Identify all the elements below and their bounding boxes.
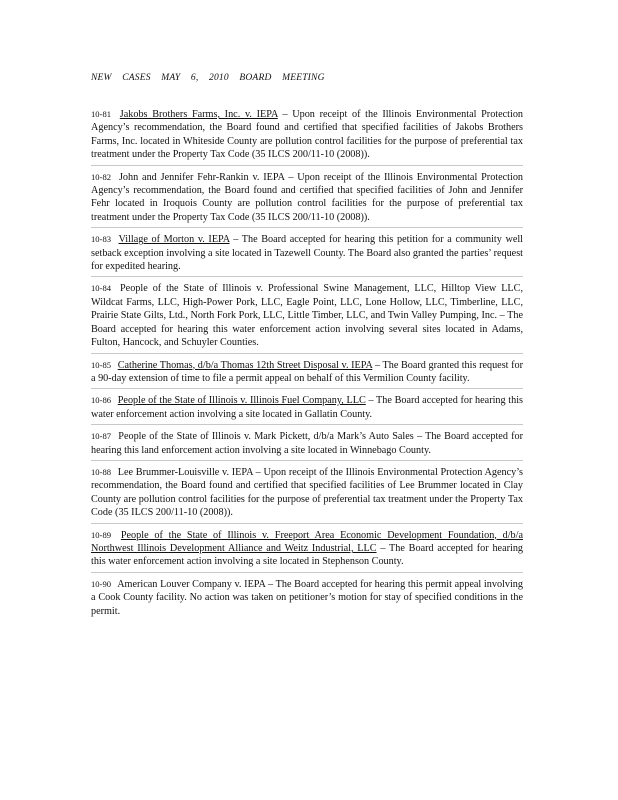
case-body: – The Board granted this request for a 90-day extension of time to file a permit appeal on behalf of this Vermilion County facility.	[91, 359, 524, 384]
case-title: People of the State of Illinois v. Mark Pickett, d/b/a Mark’s Auto Sales	[118, 431, 414, 443]
case-entry	[91, 430, 523, 461]
case-body: – The Board accepted for hearing this petition for a community well setback exception involving a site located in Tazewell County. The Board also granted the parties’ request for expedited hearing.	[91, 234, 524, 273]
case-body: – Upon receipt of the Illinois Environmental Protection Agency’s recommendation, the Board found and certified that specified facilities of Jakobs Brothers Farms, Inc. located in Whiteside County are pollution control facilities for the purpose of preferential tax treatment under the Property Tax Code (35 ILCS 200/11-10 (2008)).	[91, 109, 524, 161]
case-number: 10-83	[91, 234, 112, 245]
page-header: NEW CASES MAY 6, 2010 BOARD MEETING	[91, 73, 325, 83]
case-number: 10-81	[91, 109, 112, 119]
case-number: 10-84	[91, 283, 112, 294]
case-body: – The Board accepted for hearing this permit appeal involving a Cook County facility. No action was taken on petitioner’s motion for stay of specified conditions in the permit.	[91, 578, 523, 617]
case-body: – The Board accepted for hearing this water enforcement action involving several sites located in Adams, Fulton, Hancock, and Schuyler Counties.	[91, 310, 523, 349]
case-title: People of the State of Illinois v. Illinois Fuel Company, LLC	[117, 395, 366, 407]
case-body: – The Board accepted for hearing this land enforcement action involving a site located in Winnebago County.	[91, 431, 524, 456]
case-title: People of the State of Illinois v. Professional Swine Management, LLC, Hilltop View LLC, Wildcat Farms, LLC, High-Power Pork, LLC, Eagle Point, LLC, Lone Hollow, LLC, Timberline, LLC, Prairie State Gilts, Ltd., North Fork Pork, LLC, Little Timber, LLC, and Twin Valley Pumping, Inc.	[91, 283, 523, 322]
case-entry	[91, 394, 523, 425]
case-entry	[91, 233, 523, 277]
case-title: Jakobs Brothers Farms, Inc. v. IEPA	[119, 109, 278, 120]
case-title: American Louver Company v. IEPA	[117, 578, 266, 590]
case-number: 10-87	[91, 431, 112, 442]
case-title: People of the State of Illinois v. Freeport Area Economic Development Foundation, d/b/a Northwest Illinois Development Alliance and Weitz Industrial, LLC	[91, 529, 523, 554]
case-list	[91, 108, 523, 626]
case-body: – Upon receipt of the Illinois Environmental Protection Agency’s recommendation, the Board found and certified that specified facilities of John and Jennifer Fehr located in Iroquois County are pollution control facilities for the purpose of preferential tax treatment under the Property Tax Code (35 ILCS 200/11-10 (2008)).	[91, 171, 524, 223]
case-entry	[91, 108, 523, 166]
case-number: 10-89	[91, 529, 112, 540]
case-entry	[91, 359, 523, 390]
case-entry	[91, 578, 523, 621]
case-title: Catherine Thomas, d/b/a Thomas 12th Street Disposal v. IEPA	[117, 359, 373, 371]
case-body: – The Board accepted for hearing this water enforcement action involving a site located in Gallatin County.	[91, 395, 524, 420]
case-entry	[91, 466, 523, 524]
case-title: Lee Brummer-Louisville v. IEPA	[117, 466, 253, 478]
case-number: 10-82	[91, 171, 112, 182]
case-number: 10-90	[91, 578, 112, 589]
case-entry	[91, 171, 523, 229]
case-entry	[91, 282, 523, 353]
case-entry	[91, 529, 523, 573]
case-number: 10-85	[91, 359, 112, 370]
case-body: – Upon receipt of the Illinois Environmental Protection Agency’s recommendation, the Board found and certified that specified facilities of Lee Brummer located in Clay County are pollution control facilities for the purpose of preferential tax treatment under the Property Tax Code (35 ILCS 200/11-10 (2008)).	[91, 466, 524, 519]
case-body: – The Board accepted for hearing this water enforcement action involving a site located in Stephenson County.	[91, 542, 524, 568]
case-title: John and Jennifer Fehr-Rankin v. IEPA	[118, 171, 285, 183]
case-number: 10-88	[91, 466, 112, 477]
case-number: 10-86	[91, 395, 112, 406]
case-title: Village of Morton v. IEPA	[118, 234, 230, 246]
